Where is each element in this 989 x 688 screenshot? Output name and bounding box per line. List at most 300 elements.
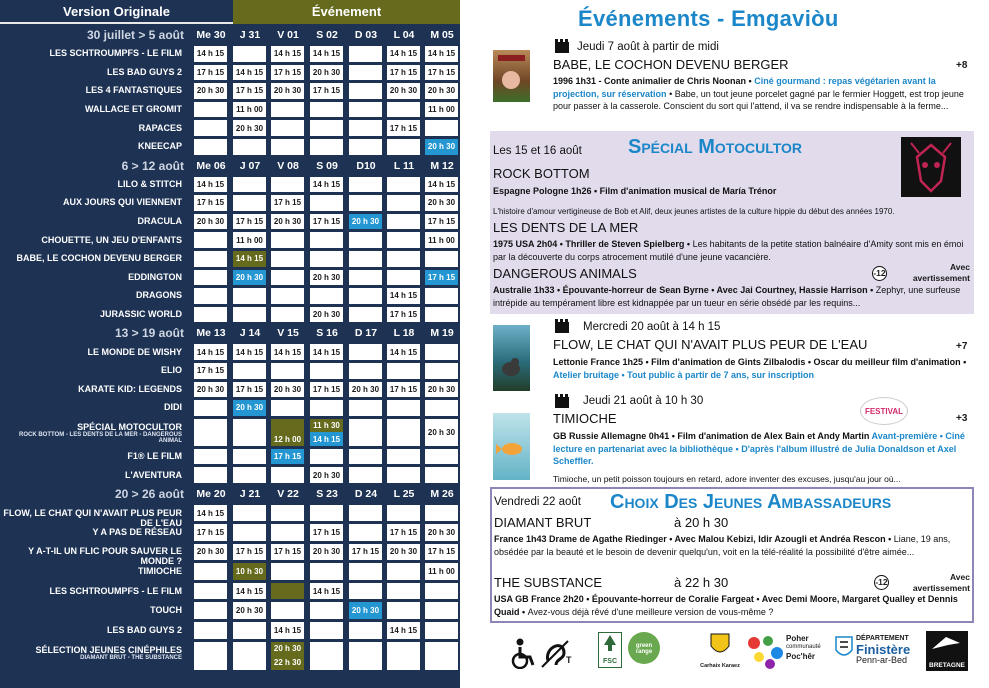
showtime-cell <box>233 524 266 541</box>
film-title: DRAGONS <box>135 290 182 301</box>
clapper-icon <box>555 322 569 333</box>
dents-title: LES DENTS DE LA MER <box>493 220 639 235</box>
film-row <box>0 101 460 120</box>
showtime-cell: 17 h 15 <box>194 195 227 211</box>
week-header <box>0 324 460 343</box>
showtime-cell <box>194 602 227 619</box>
showtime-cell <box>233 419 266 446</box>
showtime-cell <box>194 288 227 304</box>
film-row <box>0 523 460 543</box>
day-header: M 26 <box>430 488 454 500</box>
week-label: 20 > 26 août <box>114 487 184 501</box>
showtime-cell <box>425 288 458 304</box>
film-row <box>0 543 460 567</box>
showtime-cell <box>425 344 458 360</box>
showtime-cell <box>425 583 458 600</box>
showtime-cell <box>310 563 343 580</box>
film-row <box>0 381 460 400</box>
showtime-cell: 14 h 15 <box>194 46 227 62</box>
showtime-cell: 20 h 30 <box>233 120 266 136</box>
showtime-cell: 11 h 30 14 h 15 <box>310 419 343 446</box>
showtime-cell: 20 h 30 <box>310 307 343 323</box>
film-title: DIDI <box>164 402 182 413</box>
showtime-cell <box>310 642 343 670</box>
showtime-cell: 14 h 15 <box>387 622 420 639</box>
film-row <box>0 448 460 467</box>
day-header: J 21 <box>239 488 261 500</box>
film-title: TOUCH <box>150 605 182 616</box>
showtime-cell <box>310 139 343 155</box>
film-title: WALLACE ET GROMIT <box>85 104 182 115</box>
moto-warning: Avec avertissement <box>912 262 970 283</box>
moto-title: Spécial Motocultor <box>628 136 803 158</box>
flow-title: FLOW, LE CHAT QUI N'AVAIT PLUS PEUR DE L'EAU <box>553 337 868 352</box>
showtime-cell <box>271 602 304 619</box>
showtime-cell <box>387 102 420 118</box>
showtime-cell <box>310 400 343 416</box>
timioche-poster <box>493 413 530 480</box>
showtime-cell <box>194 467 227 483</box>
showtime-cell: 17 h 15 <box>310 524 343 541</box>
showtime-cell <box>349 139 382 155</box>
showtime-cell: 20 h 30 <box>425 524 458 541</box>
showtime-cell <box>349 344 382 360</box>
showtime-cell <box>233 195 266 211</box>
showtime-cell: 14 h 15 <box>310 344 343 360</box>
showtime-cell: 17 h 15 <box>310 83 343 99</box>
babe-poster <box>493 50 530 102</box>
showtime-cell <box>310 288 343 304</box>
showtime-cell <box>387 270 420 286</box>
showtime-cell: 17 h 15 <box>310 214 343 230</box>
showtime-cell: 14 h 15 <box>310 46 343 62</box>
showtime-cell <box>387 195 420 211</box>
showtime-cell: 14 h 15 <box>233 583 266 600</box>
showtime-cell: 20 h 30 <box>194 214 227 230</box>
showtime-cell <box>425 363 458 379</box>
showtime-cell: 17 h 15 <box>271 449 304 465</box>
film-row <box>0 562 460 582</box>
showtime-cell <box>271 120 304 136</box>
showtime-cell <box>387 214 420 230</box>
showtime-cell <box>425 251 458 267</box>
film-row <box>0 119 460 138</box>
timioche-date: Jeudi 21 août à 10 h 30 <box>583 395 704 407</box>
showtime-cell <box>349 642 382 670</box>
showtime-cell <box>349 307 382 323</box>
showtime-cell: 17 h 15 <box>425 214 458 230</box>
film-title: SPÉCIAL MOTOCULTOR ROCK BOTTOM - LES DENTS DE LA MER - DANGEROUS ANIMAL <box>18 421 182 444</box>
showtime-cell <box>271 251 304 267</box>
showtime-cell <box>194 642 227 670</box>
showtime-cell <box>233 363 266 379</box>
showtime-cell <box>425 505 458 521</box>
carhaix-logo: Carhaix Karaez <box>700 632 740 672</box>
showtime-cell: 11 h 00 <box>425 102 458 118</box>
showtime-cell <box>387 449 420 465</box>
showtime-cell <box>425 400 458 416</box>
showtime-cell: 17 h 15 <box>425 544 458 561</box>
dangerous-title: DANGEROUS ANIMALS <box>493 266 637 281</box>
evenement-label: Événement <box>233 0 460 24</box>
showtime-cell <box>271 363 304 379</box>
showtime-cell: 20 h 30 <box>425 83 458 99</box>
diamant-title: DIAMANT BRUT <box>494 515 592 530</box>
showtime-cell <box>233 642 266 670</box>
showtime-cell <box>387 467 420 483</box>
showtime-cell: 20 h 30 <box>310 270 343 286</box>
showtime-cell <box>349 83 382 99</box>
poher-logo <box>744 633 786 678</box>
showtime-cell <box>387 251 420 267</box>
showtime-cell <box>271 524 304 541</box>
timioche-info: GB Russie Allemagne 0h41 • Film d'animation de Alex Bain et Andy Martin Avant-première • Ciné lecture en partenariat avec la bibliothèque • D'après l'album illustré de Julia Donaldson et Axel Scheffler. <box>553 431 965 466</box>
day-header: L 18 <box>393 327 415 340</box>
showtime-cell: 14 h 15 <box>271 344 304 360</box>
showtime-cell: 17 h 15 <box>349 544 382 561</box>
showtime-cell <box>310 622 343 639</box>
film-title: F1® LE FILM <box>127 451 182 462</box>
showtime-cell <box>349 467 382 483</box>
film-row <box>0 194 460 213</box>
showtime-cell: 17 h 15 <box>233 83 266 99</box>
showtime-cell: 14 h 15 <box>233 65 266 81</box>
showtime-cell <box>425 622 458 639</box>
film-row <box>0 231 460 250</box>
showtime-cell <box>387 177 420 193</box>
showtime-cell: 20 h 30 <box>310 65 343 81</box>
showtime-cell: 20 h 30 <box>233 602 266 619</box>
showtime-cell: 17 h 15 <box>310 382 343 398</box>
showtime-cell <box>387 563 420 580</box>
day-header: V 15 <box>277 327 299 340</box>
showtime-cell <box>425 642 458 670</box>
showtime-cell <box>349 288 382 304</box>
day-header: J 07 <box>239 159 261 172</box>
day-header: S 09 <box>316 159 338 172</box>
diamant-time: à 20 h 30 <box>674 515 729 530</box>
film-title: LES SCHTROUMPFS - LE FILM <box>49 48 182 59</box>
poher-text: Poher communauté Poc'hêr <box>786 634 821 661</box>
showtime-cell: 17 h 15 <box>194 363 227 379</box>
amb-date: Vendredi 22 août <box>494 496 581 508</box>
hearing-icon: T <box>540 637 570 674</box>
events-title: Événements - Emgaviòu <box>578 6 839 31</box>
showtime-cell <box>233 307 266 323</box>
showtime-cell: 17 h 15 <box>271 544 304 561</box>
showtime-cell <box>387 139 420 155</box>
showtime-cell: 17 h 15 <box>425 65 458 81</box>
showtime-cell <box>233 467 266 483</box>
film-row <box>0 82 460 101</box>
timioche-synopsis: Timioche, un petit poisson toujours en retard, adore inventer des excuses, jusqu'au jour où... <box>553 474 901 484</box>
showtime-cell <box>194 583 227 600</box>
showtime-cell: 17 h 15 <box>387 307 420 323</box>
showtime-cell: 14 h 15 <box>387 46 420 62</box>
showtime-cell: 20 h 30 <box>233 270 266 286</box>
week-label: 6 > 12 août <box>121 158 184 173</box>
schedule-panel <box>0 0 460 688</box>
showtime-cell <box>233 449 266 465</box>
film-row <box>0 418 460 448</box>
showtime-cell <box>387 583 420 600</box>
showtime-cell <box>349 419 382 446</box>
showtime-cell <box>271 583 304 600</box>
rock-synopsis: L'histoire d'amour vertigineuse de Bob et Alif, deux jeunes artistes de la culture hippie du début des années 1970. <box>493 207 895 216</box>
film-title: LES BAD GUYS 2 <box>106 624 182 635</box>
showtime-cell <box>310 195 343 211</box>
showtime-cell: 20 h 30 <box>349 382 382 398</box>
showtime-cell <box>349 524 382 541</box>
showtime-cell <box>310 102 343 118</box>
showtime-cell: 20 h 30 <box>194 544 227 561</box>
showtime-cell: 20 h 30 <box>349 214 382 230</box>
showtime-cell <box>271 102 304 118</box>
film-row <box>0 45 460 64</box>
finistere-crest <box>835 636 853 665</box>
day-header: L 11 <box>393 159 415 172</box>
showtime-cell: 20 h 30 <box>425 139 458 155</box>
film-row <box>0 641 460 672</box>
showtime-cell <box>310 449 343 465</box>
showtime-cell: 20 h 30 <box>425 382 458 398</box>
showtime-cell <box>349 505 382 521</box>
age-warning-icon: -12 <box>872 266 887 281</box>
showtime-cell <box>271 139 304 155</box>
showtime-cell <box>271 307 304 323</box>
showtime-cell <box>194 419 227 446</box>
showtime-cell: 17 h 15 <box>194 65 227 81</box>
day-header: M 19 <box>430 327 454 340</box>
showtime-cell <box>349 449 382 465</box>
clapper-icon <box>555 397 569 408</box>
showtime-cell: 12 h 00 <box>271 419 304 446</box>
events-panel <box>480 0 989 688</box>
diamant-info: France 1h43 Drame de Agathe Riedinger • Avec Malou Kebizi, Idir Azougli et Andréa Rescon • Liane, 19 ans, obsédée par la beauté et le besoin de devenir quelqu'un, voit en la télé-réalité la possibilité d'être aimée... <box>494 534 951 557</box>
showtime-cell <box>271 288 304 304</box>
babe-age: +8 <box>956 60 968 71</box>
showtime-cell <box>310 363 343 379</box>
showtime-cell <box>271 400 304 416</box>
film-row <box>0 362 460 381</box>
film-title: SÉLECTION JEUNES CINÉPHILES DIAMANT BRUT - THE SUBSTANCE <box>35 644 182 661</box>
showtime-cell <box>233 139 266 155</box>
showtime-cell: 17 h 15 <box>194 524 227 541</box>
showtime-cell: 17 h 15 <box>233 382 266 398</box>
showtime-cell: 14 h 15 <box>310 583 343 600</box>
showtime-cell <box>271 232 304 248</box>
showtime-cell <box>387 602 420 619</box>
week-label: 13 > 19 août <box>114 326 184 341</box>
showtime-cell: 11 h 00 <box>425 563 458 580</box>
day-header: Me 30 <box>196 29 226 41</box>
ambassadeurs-section <box>490 487 974 623</box>
showtime-cell <box>349 583 382 600</box>
showtime-cell: 17 h 15 <box>387 382 420 398</box>
film-row <box>0 343 460 362</box>
film-title: FLOW, LE CHAT QUI N'AVAIT PLUS PEUR DE L'EAU <box>3 507 182 528</box>
amb-warning: Avec avertissement <box>912 572 970 593</box>
showtime-cell <box>194 139 227 155</box>
film-row <box>0 213 460 232</box>
babe-title: BABE, LE COCHON DEVENU BERGER <box>553 57 789 72</box>
showtime-cell: 14 h 15 <box>233 344 266 360</box>
film-title: RAPACES <box>138 122 182 133</box>
showtime-cell: 11 h 00 <box>233 232 266 248</box>
film-title: KARATE KID: LEGENDS <box>78 383 182 394</box>
film-title: JURASSIC WORLD <box>99 309 182 320</box>
day-header: Me 06 <box>196 159 226 172</box>
film-title: KNEECAP <box>137 141 182 152</box>
film-row <box>0 250 460 269</box>
film-row <box>0 466 460 485</box>
motocultor-section <box>490 131 974 314</box>
film-row <box>0 399 460 418</box>
substance-info: USA GB France 2h20 • Épouvante-horreur de Coralie Fargeat • Avec Demi Moore, Margaret Qualley et Dennis Quaid • Avez-vous déjà rêvé d'une meilleure version de vous-même ? <box>494 594 958 617</box>
flow-age: +7 <box>956 341 968 352</box>
film-title: LES SCHTROUMPFS - LE FILM <box>49 585 182 596</box>
film-row <box>0 64 460 83</box>
day-header: M 12 <box>430 159 454 172</box>
showtime-cell <box>194 563 227 580</box>
showtime-cell <box>349 622 382 639</box>
film-title: Y A-T-IL UN FLIC POUR SAUVER LE MONDE ? <box>28 546 182 567</box>
film-title: LILO & STITCH <box>117 178 182 189</box>
green-range-logo: green range <box>628 632 660 664</box>
rock-info: Espagne Pologne 1h26 • Film d'animation musical de María Trénor <box>493 186 777 196</box>
film-title: Y A PAS DE RÉSEAU <box>92 526 182 537</box>
showtime-cell: 20 h 30 <box>310 467 343 483</box>
film-row <box>0 176 460 195</box>
showtime-cell: 17 h 15 <box>271 65 304 81</box>
week-label: 30 juillet > 5 août <box>86 28 184 42</box>
showtime-cell <box>310 251 343 267</box>
showtime-cell: 14 h 15 <box>425 46 458 62</box>
film-title: LES 4 FANTASTIQUES <box>85 85 182 96</box>
film-row <box>0 306 460 325</box>
flow-poster <box>493 325 530 391</box>
showtime-cell <box>310 505 343 521</box>
showtime-cell: 20 h 30 <box>310 544 343 561</box>
day-header: Me 20 <box>196 488 226 500</box>
showtime-cell <box>194 400 227 416</box>
flow-date: Mercredi 20 août à 14 h 15 <box>583 321 721 333</box>
showtime-cell: 14 h 15 <box>233 251 266 267</box>
film-title: BABE, LE COCHON DEVENU BERGER <box>16 253 182 264</box>
showtime-cell: 20 h 30 <box>194 382 227 398</box>
showtime-cell <box>271 467 304 483</box>
dents-info: 1975 USA 2h04 • Thriller de Steven Spielberg • Les habitants de la petite station balnéaire d'Amity sont mis en émoi par la découverte du corps atrocement mutilé d'une jeune vacancière. <box>493 239 964 262</box>
showtime-cell <box>349 270 382 286</box>
showtime-cell <box>194 622 227 639</box>
substance-title: THE SUBSTANCE <box>494 575 603 590</box>
film-title: CHOUETTE, UN JEU D'ENFANTS <box>41 234 182 245</box>
showtime-cell <box>194 232 227 248</box>
film-title: LES BAD GUYS 2 <box>106 66 182 77</box>
showtime-cell <box>233 622 266 639</box>
rock-title: ROCK BOTTOM <box>493 166 590 181</box>
showtime-cell: 11 h 00 <box>233 102 266 118</box>
showtime-cell <box>425 602 458 619</box>
showtime-cell <box>349 363 382 379</box>
showtime-cell <box>387 419 420 446</box>
showtime-cell: 20 h 30 <box>194 83 227 99</box>
dangerous-info: Australie 1h33 • Épouvante-horreur de Sean Byrne • Avec Jai Courtney, Hassie Harrison • Zephyr, une surfeuse intrépide au tempérament libre est kidnappée par un tueur en série obsédé par les requins... <box>493 285 961 308</box>
showtime-cell: 20 h 30 <box>271 83 304 99</box>
film-title: L'AVENTURA <box>125 469 182 480</box>
flow-info: Lettonie France 1h25 • Film d'animation de Gints Zilbalodis • Oscar du meilleur film d'animation • Atelier bruitage • Tout public à partir de 7 ans, sur inscription <box>553 357 967 380</box>
showtime-cell <box>387 232 420 248</box>
timioche-title: TIMIOCHE <box>553 411 617 426</box>
showtime-cell <box>310 232 343 248</box>
showtime-cell <box>349 46 382 62</box>
showtime-cell: 20 h 30 <box>425 419 458 446</box>
showtime-cell: 20 h 30 <box>425 195 458 211</box>
day-header: D 17 <box>354 327 378 340</box>
bretagne-logo: BRETAGNE <box>926 631 968 671</box>
showtime-cell <box>349 232 382 248</box>
day-header: Me 13 <box>196 327 226 340</box>
day-header: J 31 <box>239 29 261 41</box>
showtime-cell <box>349 251 382 267</box>
showtime-cell <box>349 177 382 193</box>
showtime-cell <box>349 102 382 118</box>
day-header: S 02 <box>316 29 338 41</box>
showtime-cell <box>233 505 266 521</box>
showtime-cell: 17 h 15 <box>387 120 420 136</box>
showtime-cell <box>310 602 343 619</box>
showtime-cell: 14 h 15 <box>387 344 420 360</box>
version-originale-label: Version Originale <box>0 0 233 24</box>
moto-dates: Les 15 et 16 août <box>493 145 582 157</box>
day-header: L 04 <box>393 29 415 41</box>
week-header <box>0 485 460 504</box>
showtime-cell <box>425 449 458 465</box>
day-header: M 05 <box>430 29 454 41</box>
film-title: TIMIOCHE <box>138 565 182 576</box>
film-row <box>0 269 460 288</box>
film-title: DRACULA <box>137 216 182 227</box>
timioche-age: +3 <box>956 413 968 424</box>
showtime-cell: 14 h 15 <box>194 505 227 521</box>
showtime-cell <box>271 177 304 193</box>
finistere-logo: DÉPARTEMENT Finistère Penn-ar-Bed <box>856 635 911 665</box>
age-warning-icon: -12 <box>874 575 889 590</box>
showtime-cell <box>233 46 266 62</box>
substance-time: à 22 h 30 <box>674 575 729 590</box>
showtime-cell: 17 h 15 <box>233 214 266 230</box>
showtime-cell: 20 h 30 <box>271 382 304 398</box>
showtime-cell: 14 h 15 <box>425 177 458 193</box>
fsc-logo: FSC <box>598 632 622 668</box>
day-header: V 22 <box>277 488 299 500</box>
showtime-cell: 17 h 15 <box>233 544 266 561</box>
showtime-cell: 17 h 15 <box>387 65 420 81</box>
showtime-cell: 14 h 15 <box>271 46 304 62</box>
showtime-cell <box>271 505 304 521</box>
day-header: V 08 <box>277 159 299 172</box>
film-row <box>0 504 460 528</box>
showtime-cell <box>233 177 266 193</box>
showtime-cell <box>387 400 420 416</box>
showtime-cell <box>349 65 382 81</box>
showtime-cell: 20 h 30 <box>233 400 266 416</box>
film-row <box>0 287 460 306</box>
festival-logo: FESTIVAL <box>860 397 908 425</box>
showtime-cell <box>349 195 382 211</box>
showtime-cell: 20 h 30 <box>271 214 304 230</box>
showtime-cell <box>271 270 304 286</box>
